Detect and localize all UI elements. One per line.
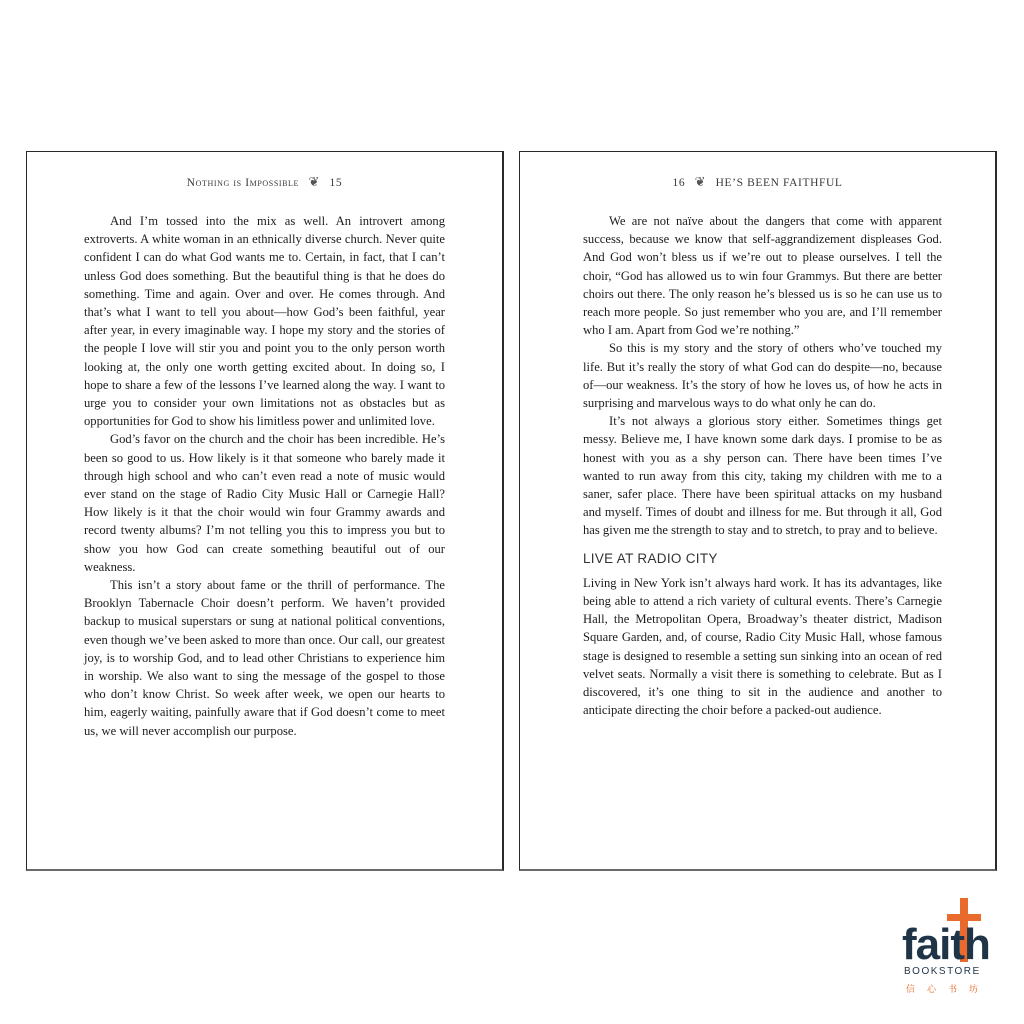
fleuron-ornament-icon: ❦ — [694, 174, 707, 189]
logo-chinese-name: 信心书坊 — [906, 984, 991, 994]
logo-wordmark: faith — [902, 920, 990, 969]
paragraph: It’s not always a glorious story either. Sometimes things get messy. Believe me, I have known some dark days. I promise to be as honest with you as a shy person can. There have been times I’ve wanted to run away from this city, taking my children with me to a saner, safer place. There have been spiritual attacks on my husband and myself. Times of doubt and illness for me. But through it all, God has given me the strength to stay and to stretch, to pray and to believe. — [583, 414, 942, 538]
logo-subtitle: BOOKSTORE — [904, 966, 981, 977]
left-page-body — [84, 212, 445, 740]
paragraph: And I’m tossed into the mix as well. An introvert among extroverts. A white woman in an ethnically diverse church. Never quite confident I can do what God wants me to. Certain, in fact, that I can’t unless God does something. But the beautiful thing is that he does do something. Time and again. Over and over. He comes through. And that’s what I want to tell you about—how God’s been faithful, year after year, in every imaginable way. I hope my story and the stories of the people I love will stir you and point you to the only person worth looking at, the only one worth getting excited about. In doing so, I hope to share a few of the lessons I’ve learned along the way. I want to urge you to consider your own limitations not as obstacles but as opportunities for God to show his limitless power and unlimited love. — [84, 214, 445, 429]
left-running-head — [27, 174, 502, 190]
left-page — [26, 151, 504, 871]
left-page-number: 15 — [329, 177, 343, 189]
right-page-number: 16 — [672, 177, 686, 189]
paragraph: So this is my story and the story of others who’ve touched my life. But it’s really the story of what God can do despite—no, because of—our weakness. It’s the story of how he loves us, of how he acts in surprising and marvelous ways to do what only he can do. — [583, 341, 942, 411]
fleuron-ornament-icon: ❦ — [308, 174, 321, 189]
right-page-body — [583, 212, 942, 719]
right-page — [519, 151, 997, 871]
section-heading: LIVE AT RADIO CITY — [583, 550, 718, 566]
paragraph: Living in New York isn’t always hard work. It has its advantages, like being able to attend a rich variety of cultural events. There’s Carnegie Hall, the Metropolitan Opera, Broadway’s theater district, Madison Square Garden, and, of course, Radio City Music Hall, whose famous stage is designed to resemble a setting sun sinking into an ocean of red velvet seats. Normally a visit there is something to celebrate. But as I discovered, it’s one thing to sit in the audience and another to anticipate directing the choir before a packed-out audience. — [583, 575, 942, 718]
right-running-head — [520, 174, 995, 190]
right-running-head-title: HE’S BEEN FAITHFUL — [715, 177, 843, 189]
paragraph: This isn’t a story about fame or the thrill of performance. The Brooklyn Tabernacle Choir doesn’t perform. We haven’t provided backup to musical superstars or sung at national political conventions, even though we’ve been asked to more than once. Our call, our greatest joy, is to worship God, and to lead other Christians to experience him in worship. We also want to sing the message of the gospel to those who don’t know Christ. So week after week, we open our hearts to him, eagerly waiting, painfully aware that if God doesn’t come to meet us, we will never accomplish our purpose. — [84, 578, 445, 738]
faith-bookstore-logo — [902, 898, 998, 1002]
paragraph: We are not naïve about the dangers that come with apparent success, because we know that self-aggrandizement displeases God. And God won’t bless us if we’re out to please ourselves. I tell the choir, “God has allowed us to win four Grammys. But there are better choirs out there. The only reason he’s blessed us is so he can use us to reach more people. So just remember who you are, and I’ll remember who I am. Apart from God we’re nothing.” — [583, 214, 942, 338]
left-running-head-title: Nothing is Impossible — [186, 177, 300, 189]
paragraph: God’s favor on the church and the choir has been incredible. He’s been so good to us. How likely is it that someone who barely made it through high school and who can’t even read a note of music would ever stand on the stage of Radio City Music Hall or Carnegie Hall? How likely is it that the choir would win four Grammy awards and record twenty albums? I’m not telling you this to impress you but to show you how God can create something beautiful out of our weakness. — [84, 432, 445, 574]
